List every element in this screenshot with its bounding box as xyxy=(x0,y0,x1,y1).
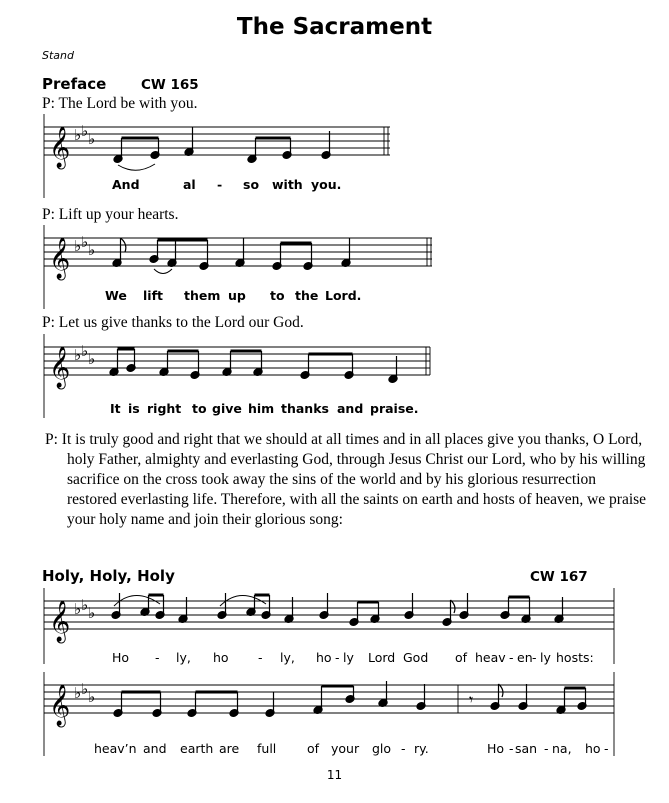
svg-text:♭: ♭ xyxy=(88,350,96,368)
response-2-word: Lord. xyxy=(325,288,362,303)
sanctus-line-1-syllable: - xyxy=(335,650,340,665)
svg-text:♭: ♭ xyxy=(81,122,89,140)
sanctus-line-2-syllable: ho xyxy=(585,741,601,756)
svg-text:♭: ♭ xyxy=(88,241,96,259)
svg-text:♭: ♭ xyxy=(74,237,82,255)
svg-text:♭: ♭ xyxy=(81,342,89,360)
response-3-word: thanks xyxy=(281,401,329,416)
stand-rubric: Stand xyxy=(42,49,74,62)
sanctus-line-1-syllable: - xyxy=(532,650,537,665)
svg-text:♭: ♭ xyxy=(88,130,96,148)
sanctus-line-2-syllable: and xyxy=(143,741,167,756)
response-3-word: right xyxy=(147,401,182,416)
sanctus-line-1-syllable: ho xyxy=(316,650,332,665)
response-3-word: to xyxy=(192,401,207,416)
response-3-word: give xyxy=(212,401,242,416)
sanctus-heading: Holy, Holy, Holy xyxy=(42,567,175,585)
sanctus-line-1-syllable: God xyxy=(403,650,429,665)
pastor-line-3: P: Let us give thanks to the Lord our God. xyxy=(42,314,304,331)
svg-text:♭: ♭ xyxy=(81,680,89,698)
sanctus-line-2-syllable: - xyxy=(544,741,549,756)
response-1-syllable: And xyxy=(112,177,140,192)
response-3-word: and xyxy=(337,401,364,416)
response-2-word: lift xyxy=(143,288,163,303)
response-1-syllable: you. xyxy=(311,177,342,192)
sanctus-line-2-syllable: full xyxy=(257,741,277,756)
response-2-word: the xyxy=(295,288,319,303)
preface-hymn-ref: CW 165 xyxy=(141,77,199,93)
sanctus-line-2-syllable: earth xyxy=(180,741,214,756)
svg-text:♭: ♭ xyxy=(74,346,82,364)
sanctus-line-2-syllable: of xyxy=(307,741,320,756)
sanctus-line-1-syllable: ho xyxy=(213,650,229,665)
sanctus-line-2-syllable: san xyxy=(515,741,538,756)
svg-text:♭: ♭ xyxy=(74,600,82,618)
response-3-word: It xyxy=(110,401,121,416)
sanctus-hymn-ref: CW 167 xyxy=(530,569,588,585)
response-2-word: up xyxy=(228,288,246,303)
sanctus-line-1-syllable: - xyxy=(509,650,514,665)
sanctus-line-1-syllable: ly, xyxy=(280,650,295,665)
sanctus-line-1-syllable: en xyxy=(517,650,533,665)
sanctus-line-1-syllable: ly xyxy=(540,650,551,665)
sanctus-line-1-syllable: ly xyxy=(343,650,354,665)
svg-text:𝄞: 𝄞 xyxy=(49,601,71,642)
sanctus-line-2-syllable: are xyxy=(219,741,240,756)
svg-text:𝄞: 𝄞 xyxy=(49,347,71,388)
sanctus-line-2-syllable: heav’n xyxy=(94,741,137,756)
svg-text:♭: ♭ xyxy=(88,688,96,706)
svg-text:𝄾: 𝄾 xyxy=(469,690,474,709)
pastor-line-1: P: The Lord be with you. xyxy=(42,95,198,112)
sanctus-line-2-syllable: - xyxy=(509,741,514,756)
response-2-word: to xyxy=(270,288,285,303)
response-2-word: We xyxy=(105,288,127,303)
sanctus-line-2-syllable: glo xyxy=(372,741,392,756)
preface-heading: Preface xyxy=(42,75,107,93)
svg-text:𝄞: 𝄞 xyxy=(49,238,71,279)
sanctus-line-2-syllable: Ho xyxy=(487,741,505,756)
sanctus-line-2-syllable: your xyxy=(331,741,360,756)
sanctus-line-1-syllable: of xyxy=(455,650,468,665)
sanctus-line-2-syllable: na, xyxy=(552,741,572,756)
sanctus-line-1-syllable: hosts: xyxy=(556,650,594,665)
response-1-syllable: - xyxy=(217,177,223,192)
response-1-syllable: al xyxy=(183,177,196,192)
response-1-syllable: with xyxy=(272,177,303,192)
svg-text:♭: ♭ xyxy=(81,233,89,251)
page-number: 11 xyxy=(326,768,343,782)
pastor-line-2: P: Lift up your hearts. xyxy=(42,206,179,223)
response-3-word: him xyxy=(248,401,275,416)
svg-text:♭: ♭ xyxy=(74,126,82,144)
sanctus-line-2-syllable: - xyxy=(401,741,406,756)
svg-text:♭: ♭ xyxy=(88,604,96,622)
sanctus-line-1-syllable: Lord xyxy=(368,650,396,665)
sanctus-line-2-syllable: - xyxy=(604,741,609,756)
sanctus-line-1-syllable: - xyxy=(155,650,160,665)
proper-preface-text: P: It is truly good and right that we should at all times and in all places give you thanks, O Lord, holy Father, almighty and everlasting God, through Jesus Christ our Lord, who by his willing sacrifice on the cross took away the sins of the world and by his glorious resurrection restored everlasting life. Therefore, with all the saints on earth and hosts of heaven, we praise your holy name and join their glorious song: xyxy=(45,431,647,528)
page-title: The Sacrament xyxy=(236,14,433,40)
response-1-syllable: so xyxy=(243,177,260,192)
response-3-word: is xyxy=(128,401,140,416)
sanctus-line-1-syllable: Ho xyxy=(112,650,130,665)
svg-text:♭: ♭ xyxy=(74,684,82,702)
response-3-word: praise. xyxy=(370,401,419,416)
sanctus-line-1-syllable: heav xyxy=(475,650,506,665)
sanctus-line-2-syllable: ry. xyxy=(414,741,429,756)
sanctus-line-1-syllable: - xyxy=(258,650,263,665)
svg-text:𝄞: 𝄞 xyxy=(49,685,71,726)
svg-text:𝄞: 𝄞 xyxy=(49,127,71,168)
sanctus-line-1-syllable: ly, xyxy=(176,650,191,665)
response-2-word: them xyxy=(184,288,221,303)
svg-text:♭: ♭ xyxy=(81,596,89,614)
